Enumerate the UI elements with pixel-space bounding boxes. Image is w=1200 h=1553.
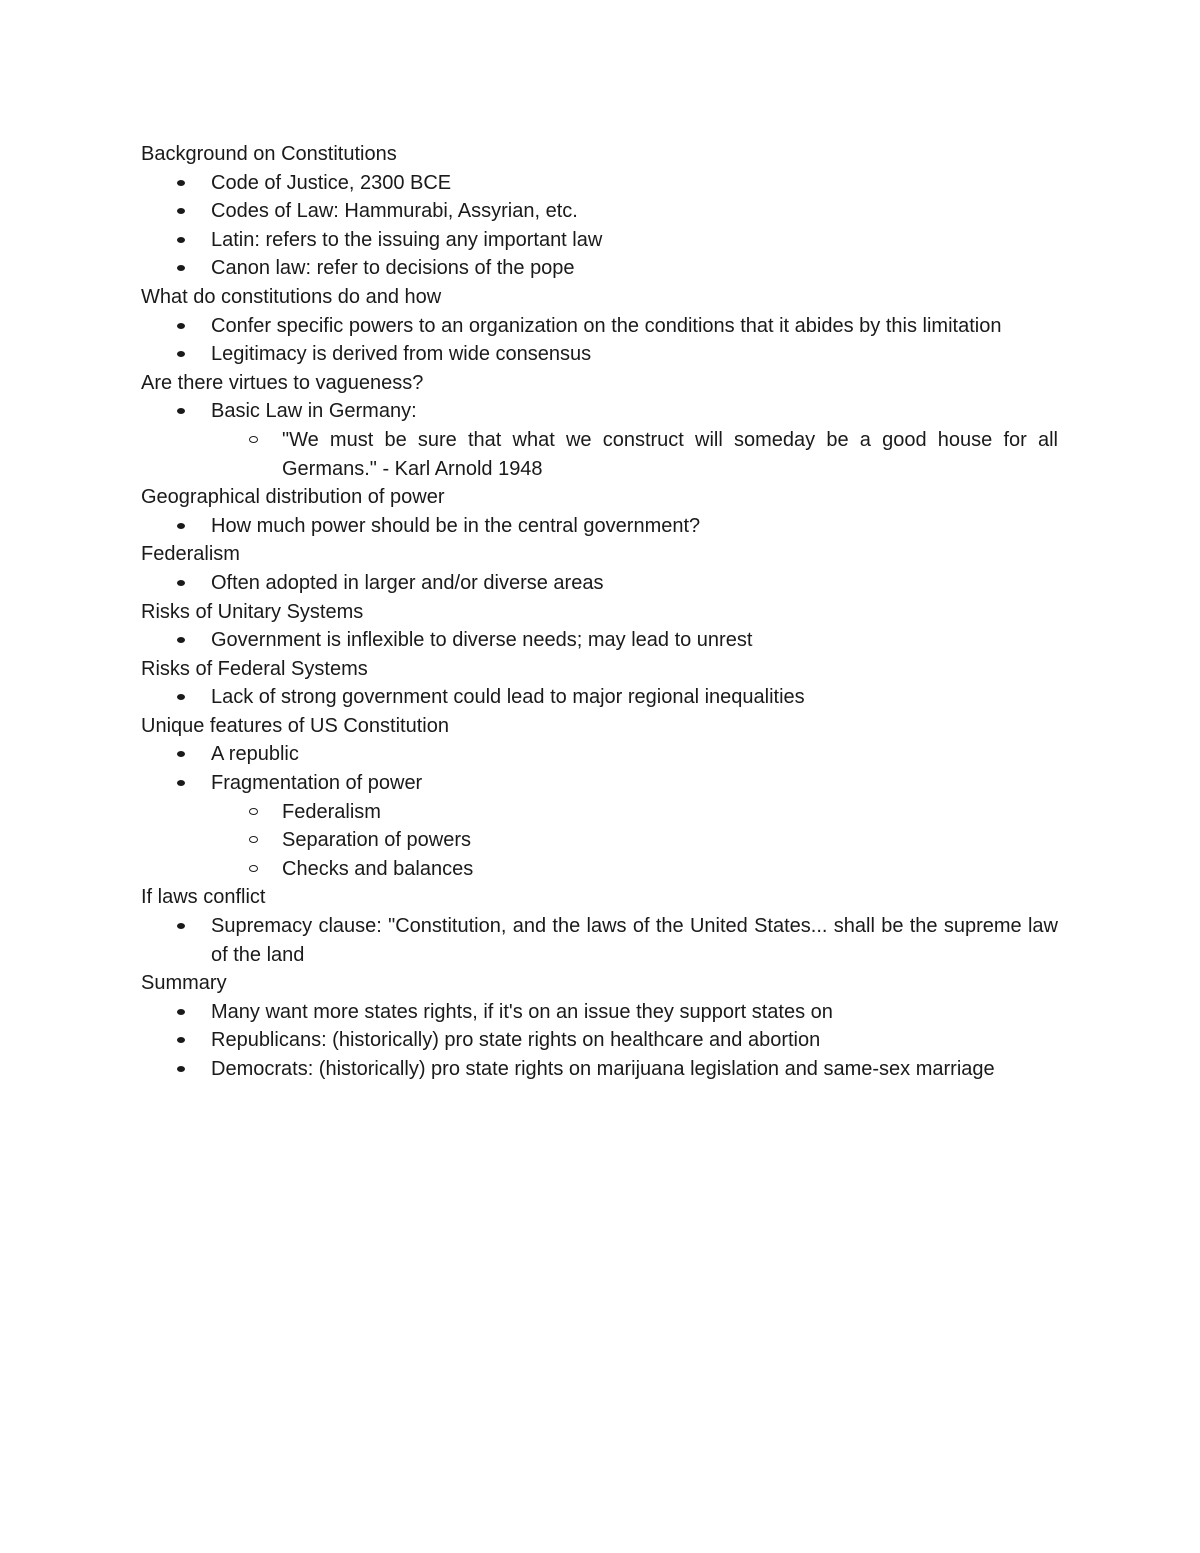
list-item-text: A republic	[211, 743, 299, 766]
sub-list-item	[282, 826, 1058, 855]
sub-list-item-text: Separation of powers	[282, 829, 472, 852]
sub-bullet-list	[211, 798, 1058, 884]
list-item	[211, 626, 1058, 655]
bullet-icon	[177, 208, 185, 214]
bullet-list	[141, 397, 1058, 483]
list-item	[211, 569, 1058, 598]
bullet-icon	[177, 180, 185, 186]
list-item	[211, 512, 1058, 541]
list-item-text: Basic Law in Germany:	[211, 400, 417, 423]
section-heading: Are there virtues to vagueness?	[141, 371, 424, 394]
list-item	[211, 226, 1058, 255]
bullet-list	[141, 626, 1058, 655]
sub-list-item-text: Checks and balances	[282, 857, 474, 880]
list-item-text: How much power should be in the central government?	[211, 514, 701, 537]
bullet-icon	[177, 1009, 185, 1015]
bullet-list	[141, 998, 1058, 1084]
section-heading: Risks of Unitary Systems	[141, 600, 364, 623]
hollow-bullet-icon	[249, 436, 258, 443]
list-item	[211, 912, 1058, 969]
list-item	[211, 1026, 1058, 1055]
bullet-icon	[177, 1037, 185, 1043]
section-heading: What do constitutions do and how	[141, 285, 442, 308]
sub-list-item	[282, 426, 1058, 483]
list-item-text: Lack of strong government could lead to major regional inequalities	[211, 686, 805, 709]
document-page	[141, 140, 1058, 1084]
bullet-icon	[177, 1066, 185, 1072]
list-item	[211, 169, 1058, 198]
bullet-icon	[177, 780, 185, 786]
list-item-text: Latin: refers to the issuing any important law	[211, 228, 603, 251]
bullet-icon	[177, 351, 185, 357]
sub-list-item	[282, 798, 1058, 827]
bullet-icon	[177, 323, 185, 329]
list-item-text: Many want more states rights, if it's on an issue they support states on	[211, 1000, 833, 1023]
bullet-icon	[177, 408, 185, 414]
list-item	[211, 197, 1058, 226]
list-item	[211, 397, 1058, 483]
list-item	[211, 340, 1058, 369]
list-item-text: Republicans: (historically) pro state rights on healthcare and abortion	[211, 1029, 821, 1052]
list-item	[211, 1055, 1058, 1084]
list-item	[211, 683, 1058, 712]
bullet-icon	[177, 580, 185, 586]
bullet-icon	[177, 237, 185, 243]
bullet-list	[141, 683, 1058, 712]
list-item-text: Supremacy clause: "Constitution, and the laws of the United States... shall be the supreme law of the land	[211, 915, 1058, 966]
bullet-list	[141, 512, 1058, 541]
sub-bullet-list	[211, 426, 1058, 483]
bullet-list	[141, 169, 1058, 283]
list-item	[211, 998, 1058, 1027]
list-item-text: Codes of Law: Hammurabi, Assyrian, etc.	[211, 200, 578, 223]
list-item-text: Often adopted in larger and/or diverse areas	[211, 571, 604, 594]
section-heading: Geographical distribution of power	[141, 486, 445, 509]
bullet-list	[141, 569, 1058, 598]
bullet-icon	[177, 751, 185, 757]
bullet-list	[141, 740, 1058, 883]
hollow-bullet-icon	[249, 808, 258, 815]
list-item	[211, 254, 1058, 283]
section-heading: Federalism	[141, 543, 240, 566]
hollow-bullet-icon	[249, 836, 258, 843]
bullet-icon	[177, 694, 185, 700]
sub-list-item	[282, 855, 1058, 884]
section-heading: If laws conflict	[141, 886, 266, 909]
section-heading: Unique features of US Constitution	[141, 714, 449, 737]
hollow-bullet-icon	[249, 865, 258, 872]
bullet-list	[141, 312, 1058, 369]
list-item-text: Legitimacy is derived from wide consensus	[211, 343, 592, 366]
list-item-text: Democrats: (historically) pro state rights on marijuana legislation and same-sex marriage	[211, 1058, 995, 1080]
list-item-text: Confer specific powers to an organization on the conditions that it abides by this limitation	[211, 314, 1002, 337]
bullet-list	[141, 912, 1058, 969]
list-item-text: Code of Justice, 2300 BCE	[211, 171, 452, 194]
section-heading: Background on Constitutions	[141, 143, 397, 165]
list-item	[211, 312, 1058, 341]
sub-list-item-text: Federalism	[282, 800, 381, 823]
sub-list-item-text: "We must be sure that what we construct will someday be a good house for all Germans." - Karl Arnold 1948	[282, 428, 1058, 480]
bullet-icon	[177, 923, 185, 929]
bullet-icon	[177, 637, 185, 643]
list-item-text: Fragmentation of power	[211, 772, 423, 795]
list-item-text: Canon law: refer to decisions of the pope	[211, 257, 575, 280]
bullet-icon	[177, 265, 185, 271]
list-item	[211, 769, 1058, 883]
section-heading: Summary	[141, 972, 227, 995]
list-item	[211, 740, 1058, 769]
section-heading: Risks of Federal Systems	[141, 657, 368, 680]
list-item-text: Government is inflexible to diverse needs; may lead to unrest	[211, 629, 753, 652]
bullet-icon	[177, 523, 185, 529]
